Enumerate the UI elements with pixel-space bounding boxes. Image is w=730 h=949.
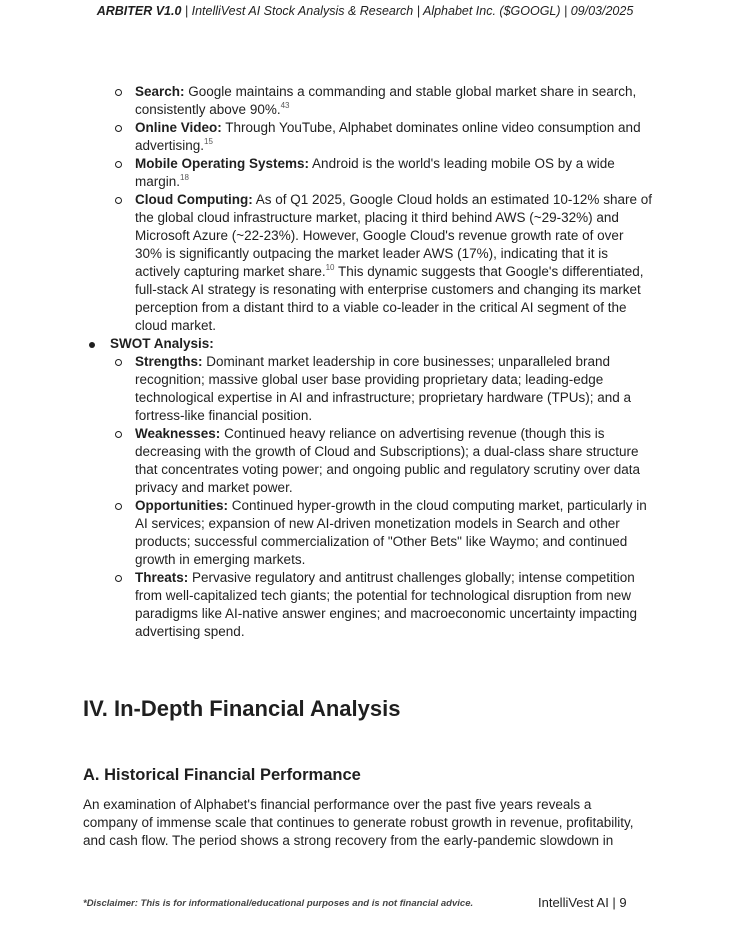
item-label: Threats:	[135, 570, 189, 585]
swot-list	[83, 335, 653, 641]
footnote-ref[interactable]: 10	[325, 263, 335, 272]
list-item	[110, 569, 653, 641]
item-label: Weaknesses:	[135, 426, 221, 441]
footnote-ref[interactable]: 15	[204, 137, 213, 146]
subsection-title: A. Historical Financial Performance	[83, 766, 361, 784]
item-text: Dominant market leadership in core businesses; unparalleled brand recognition; massive global user base providing proprietary data; leading-edge technological expertise in AI and infrastructure; proprietary hardware (TPUs); and a fortress-like financial position.	[135, 354, 631, 423]
item-text: Android is the world's leading mobile OS by a wide margin.	[135, 156, 615, 189]
item-text: Through YouTube, Alphabet dominates online video consumption and advertising.	[135, 120, 641, 153]
list-item	[110, 425, 653, 497]
item-text: As of Q1 2025, Google Cloud holds an estimated 10-12% share of the global cloud infrastructure market, placing it third behind AWS (~29-32%) and Microsoft Azure (~22-23%). However, Google Cloud's revenue growth rate of over 30% is significantly outpacing the market leader AWS (17%), indicating that it is actively capturing market share.	[135, 192, 652, 279]
list-item	[83, 155, 653, 191]
item-text: Google maintains a commanding and stable global market share in search, consistently above 90%.	[135, 84, 637, 117]
item-text: Pervasive regulatory and antitrust challenges globally; intense competition from well-capitalized tech giants; the potential for technological disruption from new paradigms like AI-native answer engines; and macroeconomic uncertainty impacting advertising spend.	[135, 570, 638, 639]
swot-heading: SWOT Analysis:	[110, 336, 214, 351]
item-label: Opportunities:	[135, 498, 228, 513]
item-text-continued: This dynamic suggests that Google's differentiated, full-stack AI strategy is resonating with enterprise customers and changing its market perception from a distant third to a viable co-leader in the critical AI segment of the cloud market.	[135, 264, 644, 333]
item-text: Continued heavy reliance on advertising revenue (though this is decreasing with the growth of Cloud and Subscriptions); a dual-class share structure that concentrates voting power; and ongoing public and regulatory scrutiny over data privacy and market power.	[135, 426, 641, 495]
section-title: IV. In-Depth Financial Analysis	[83, 696, 401, 721]
list-item	[83, 191, 653, 335]
header-brand: ARBITER V1.0	[96, 4, 182, 18]
market-share-list	[83, 83, 653, 335]
item-label: Search:	[135, 84, 185, 99]
item-label: Mobile Operating Systems:	[135, 156, 310, 171]
document-body	[83, 83, 653, 641]
swot-section	[83, 335, 653, 641]
item-label: Cloud Computing:	[135, 192, 253, 207]
body-paragraph: An examination of Alphabet's financial performance over the past five years reveals a company of immense scale that continues to generate robust growth in revenue, profitability, and cash flow. The period shows a strong recovery from the early-pandemic slowdown in	[83, 797, 634, 848]
swot-items	[110, 353, 653, 641]
list-item	[110, 497, 653, 569]
list-item	[83, 83, 653, 119]
page-header	[0, 4, 730, 18]
list-item	[83, 119, 653, 155]
list-item	[110, 353, 653, 425]
item-label: Strengths:	[135, 354, 203, 369]
item-label: Online Video:	[135, 120, 222, 135]
disclaimer: *Disclaimer: This is for informational/educational purposes and is not financial advice.	[83, 898, 474, 909]
header-details: | IntelliVest AI Stock Analysis & Research | Alphabet Inc. ($GOOGL) | 09/03/2025	[181, 4, 634, 18]
page-number: IntelliVest AI | 9	[538, 895, 627, 910]
footnote-ref[interactable]: 43	[280, 101, 290, 110]
footnote-ref[interactable]: 18	[180, 173, 189, 182]
item-text: Continued hyper-growth in the cloud computing market, particularly in AI services; expansion of new AI-driven monetization models in Search and other products; successful commercialization of "Other Bets" like Waymo; and continued growth in emerging markets.	[135, 498, 647, 567]
